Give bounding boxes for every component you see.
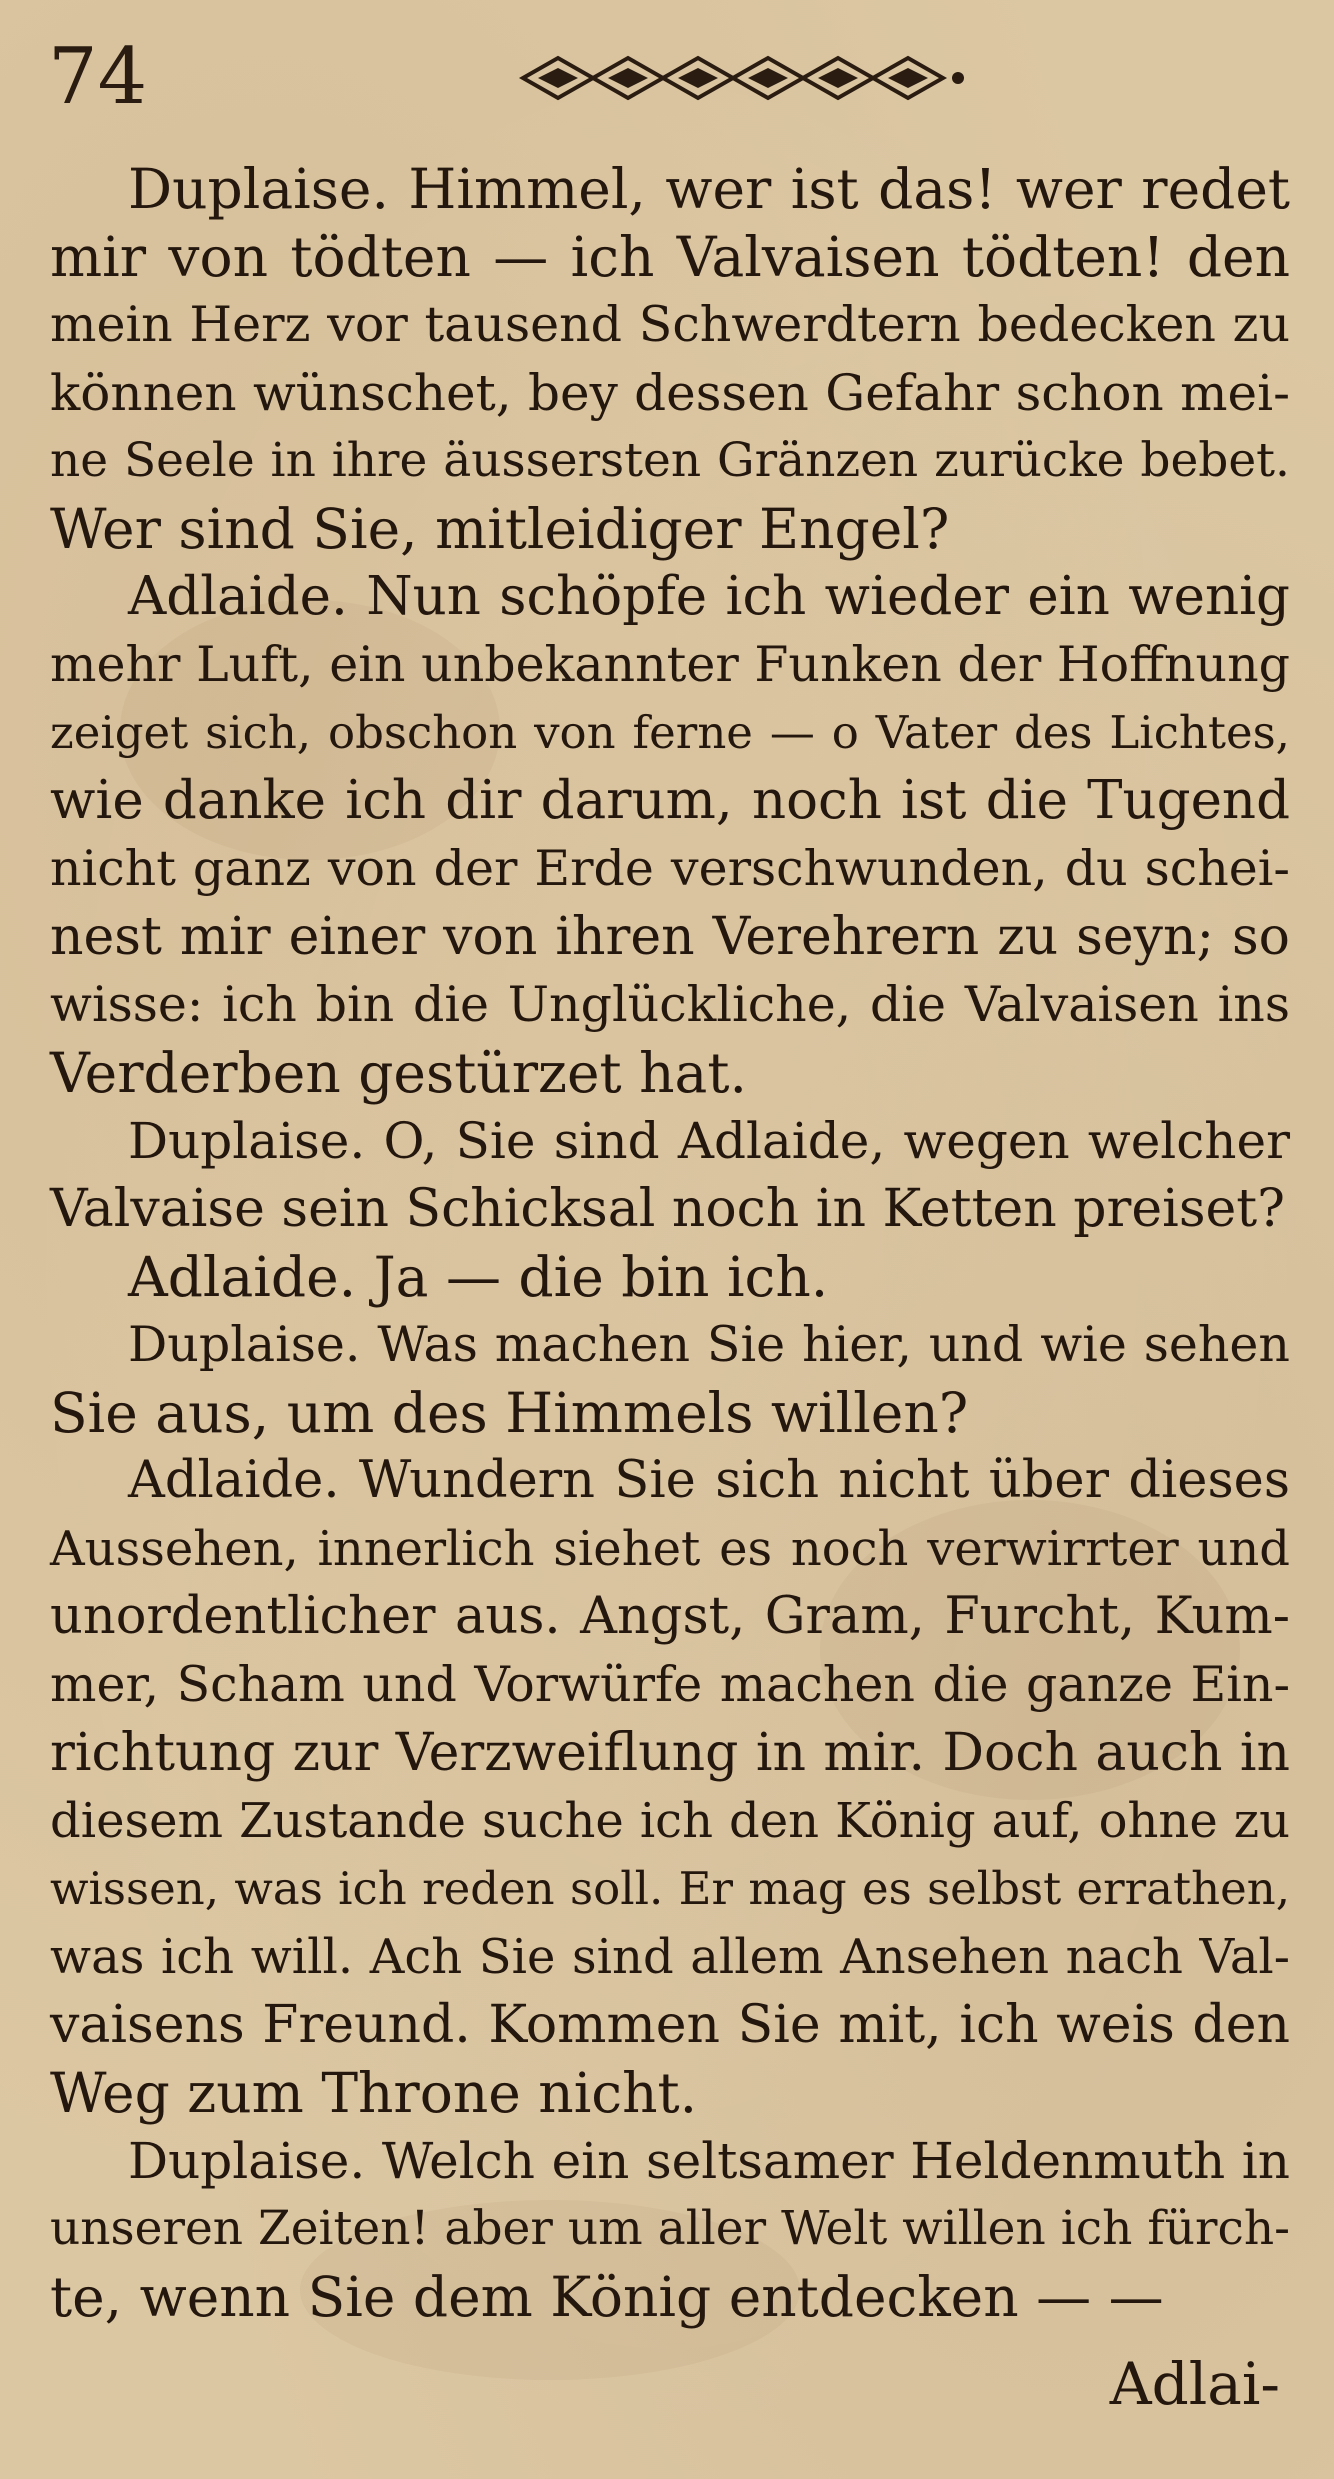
diamond-chain-ornament-icon xyxy=(518,48,988,108)
text-line: mer, Scham und Vorwürfe machen die ganze Ein- xyxy=(50,1656,1290,1713)
text-line: wie danke ich dir darum, noch ist die Tugend xyxy=(50,770,1290,831)
text-line: zeiget sich, obschon von ferne — o Vater des Lichtes, xyxy=(50,706,1290,759)
text-line: diesem Zustande suche ich den König auf, ohne zu xyxy=(50,1793,1290,1849)
text-line: Duplaise. Welch ein seltsamer Heldenmuth in xyxy=(128,2132,1290,2190)
text-line: Wer sind Sie, mitleidiger Engel? xyxy=(50,497,950,561)
text-line: mehr Luft, ein unbekannter Funken der Hoffnung xyxy=(50,636,1290,693)
text-line: Aussehen, innerlich siehet es noch verwirrter und xyxy=(50,1521,1290,1577)
text-line: wissen, was ich reden soll. Er mag es selbst errathen, xyxy=(50,1862,1290,1915)
text-line: nest mir einer von ihren Verehrern zu seyn; so xyxy=(50,907,1290,967)
text-line: was ich will. Ach Sie sind allem Ansehen nach Val- xyxy=(50,1929,1290,1985)
page-number: 74 xyxy=(48,32,148,122)
text-line: Adlaide. Nun schöpfe ich wieder ein wenig xyxy=(128,566,1290,627)
text-line: Duplaise. Was machen Sie hier, und wie sehen xyxy=(128,1316,1290,1373)
text-line: Valvaise sein Schicksal noch in Ketten preiset? xyxy=(50,1179,1286,1239)
text-line: Duplaise. O, Sie sind Adlaide, wegen welcher xyxy=(128,1112,1290,1170)
text-line: mein Herz vor tausend Schwerdtern bedecken zu xyxy=(50,296,1290,353)
text-line: Adlaide. Wundern Sie sich nicht über dieses xyxy=(128,1451,1290,1510)
text-line: können wünschet, bey dessen Gefahr schon mei- xyxy=(50,364,1290,422)
text-line: Adlaide. Ja — die bin ich. xyxy=(128,1245,829,1309)
text-line: nicht ganz von der Erde verschwunden, du schei- xyxy=(50,840,1290,897)
text-line: richtung zur Verzweiflung in mir. Doch auch in xyxy=(50,1723,1290,1783)
text-line: unseren Zeiten! aber um aller Welt willen ich fürch- xyxy=(50,2201,1290,2256)
text-line: wisse: ich bin die Unglückliche, die Valvaisen ins xyxy=(50,976,1290,1033)
text-line: te, wenn Sie dem König entdecken — — xyxy=(50,2265,1164,2329)
page-header xyxy=(48,28,1248,138)
text-line: Verderben gestürzet hat. xyxy=(50,1041,747,1105)
text-line: vaisens Freund. Kommen Sie mit, ich weis den xyxy=(50,1995,1290,2055)
text-line: ne Seele in ihre äussersten Gränzen zurücke bebet. xyxy=(50,433,1290,488)
text-line: unordentlicher aus. Angst, Gram, Furcht, Kum- xyxy=(50,1587,1290,1646)
text-line: Duplaise. Himmel, wer ist das! wer redet xyxy=(128,157,1290,221)
text-line: mir von tödten — ich Valvaisen tödten! den xyxy=(50,225,1290,289)
catchword: Adlai- xyxy=(1109,2350,1280,2418)
text-line: Sie aus, um des Himmels willen? xyxy=(50,1381,969,1445)
text-line: Weg zum Throne nicht. xyxy=(50,2061,698,2125)
